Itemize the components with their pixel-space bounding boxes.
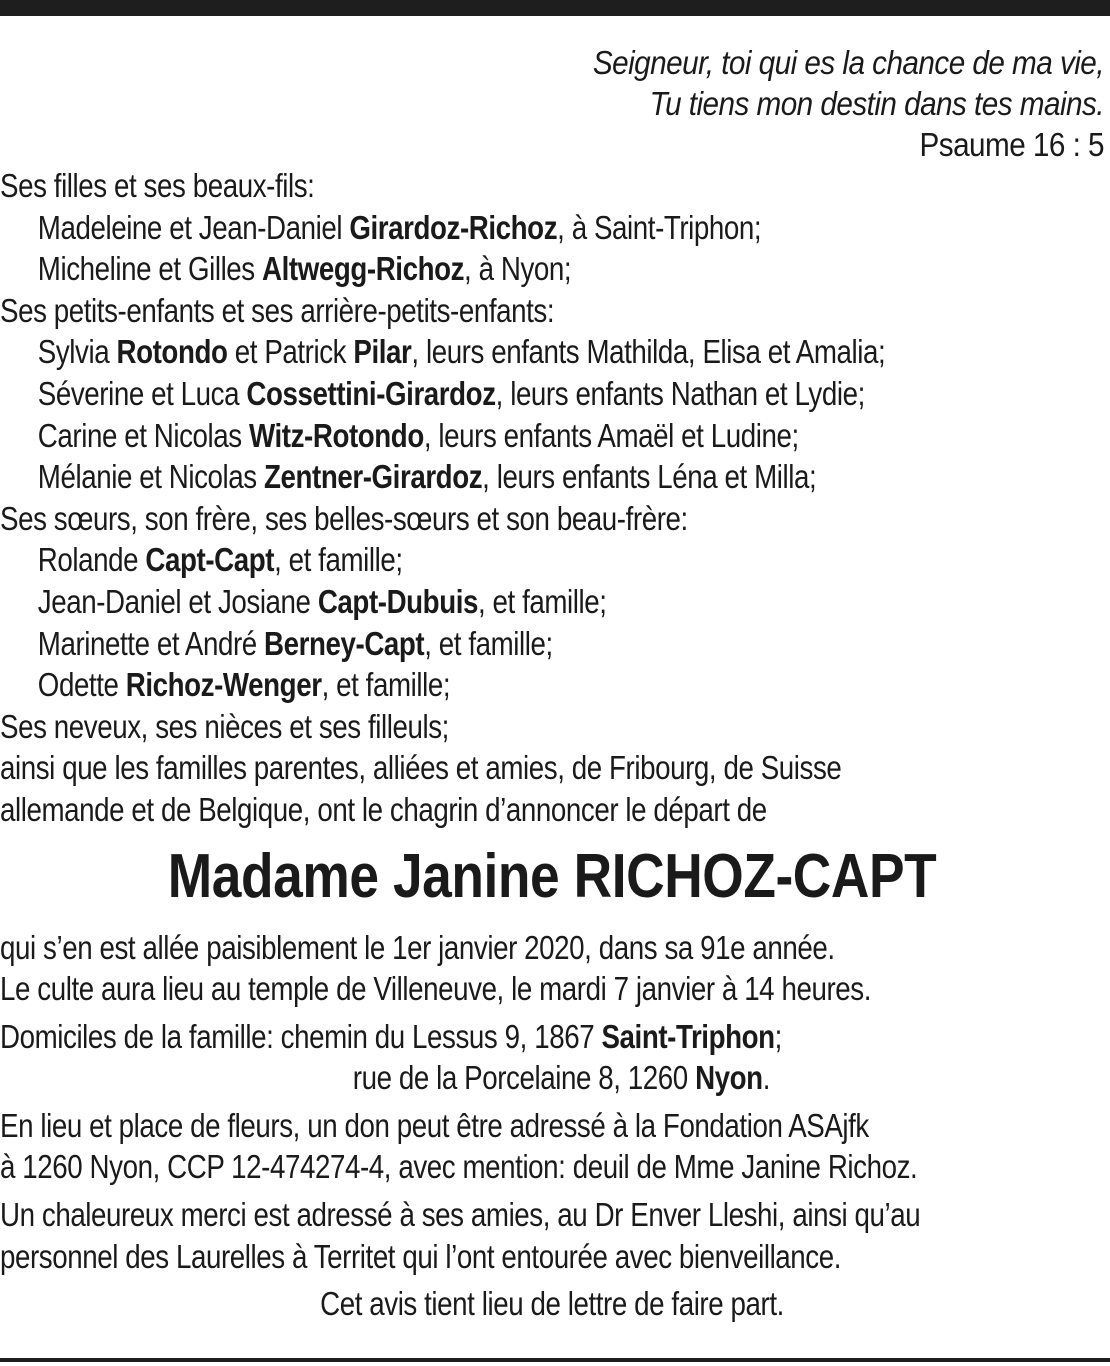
family-address-1: Domiciles de la famille: chemin du Lessus 9, 1867 Saint-Triphon; — [0, 1017, 782, 1055]
sibling-entry: Odette Richoz-Wenger, et famille; — [37, 666, 451, 704]
sibling-entry: Jean-Daniel et Josiane Capt-Dubuis, et famille; — [37, 582, 607, 620]
family-address-2: rue de la Porcelaine 8, 1260 Nyon. — [352, 1059, 770, 1097]
address-city: Saint-Triphon — [601, 1017, 775, 1055]
daughter-entry: Micheline et Gilles Altwegg-Richoz, à Nyon; — [37, 250, 572, 288]
family-surname: Witz-Rotondo — [249, 416, 424, 454]
family-surname: Capt-Dubuis — [317, 582, 478, 620]
donation-line-2: à 1260 Nyon, CCP 12-474274-4, avec mention: deuil de Mme Janine Richoz. — [0, 1148, 918, 1186]
daughter-entry: Madeleine et Jean-Daniel Girardoz-Richoz, à Saint-Triphon; — [37, 208, 762, 246]
bottom-border-rule — [0, 1358, 1110, 1362]
address-city: Nyon — [695, 1059, 763, 1097]
top-border-rule — [0, 0, 1110, 16]
deceased-name: Madame Janine RICHOZ-CAPT — [167, 841, 937, 911]
family-surname: Richoz-Wenger — [125, 666, 322, 704]
donation-line-1: En lieu et place de fleurs, un don peut être adressé à la Fondation ASAjfk — [0, 1106, 869, 1144]
thanks-line-2: personnel des Laurelles à Territet qui l’ont entourée avec bienveillance. — [0, 1237, 842, 1275]
grandchild-entry: Séverine et Luca Cossettini-Girardoz, leurs enfants Nathan et Lydie; — [37, 374, 865, 412]
epigraph-line-1: Seigneur, toi qui es la chance de ma vie, — [592, 44, 1104, 81]
family-surname: Cossettini-Girardoz — [246, 374, 496, 412]
death-notice: qui s’en est allée paisiblement le 1er janvier 2020, dans sa 91e année. — [0, 928, 835, 966]
family-surname: Girardoz-Richoz — [349, 208, 558, 246]
service-notice: Le culte aura lieu au temple de Villeneuve, le mardi 7 janvier à 14 heures. — [0, 970, 871, 1008]
family-surname: Altwegg-Richoz — [262, 250, 465, 288]
family-surname: Zentner-Girardoz — [264, 458, 483, 496]
closing-line: Cet avis tient lieu de lettre de faire part. — [320, 1285, 784, 1323]
family-surname: Berney-Capt — [264, 624, 425, 662]
family-surname: Pilar — [353, 333, 412, 371]
siblings-heading: Ses sœurs, son frère, ses belles-sœurs et son beau-frère: — [0, 499, 688, 537]
families-line-1: ainsi que les familles parentes, alliées et amies, de Fribourg, de Suisse — [0, 749, 842, 787]
obituary-notice — [0, 42, 1104, 1325]
families-line-2: allemande et de Belgique, ont le chagrin d’annoncer le départ de — [0, 790, 767, 828]
epigraph-line-2: Tu tiens mon destin dans tes mains. — [649, 85, 1104, 122]
sibling-entry: Marinette et André Berney-Capt, et famille; — [37, 624, 553, 662]
nephews-line: Ses neveux, ses nièces et ses filleuls; — [0, 707, 449, 745]
family-surname: Rotondo — [116, 333, 228, 371]
epigraph-reference: Psaume 16 : 5 — [919, 126, 1104, 163]
sibling-entry: Rolande Capt-Capt, et famille; — [37, 541, 403, 579]
grandchild-entry: Sylvia Rotondo et Patrick Pilar, leurs enfants Mathilda, Elisa et Amalia; — [37, 333, 886, 371]
grandchildren-heading: Ses petits-enfants et ses arrière-petits-enfants: — [0, 291, 555, 329]
family-surname: Capt-Capt — [145, 541, 275, 579]
grandchild-entry: Mélanie et Nicolas Zentner-Girardoz, leurs enfants Léna et Milla; — [37, 458, 817, 496]
epigraph — [0, 42, 1104, 165]
thanks-line-1: Un chaleureux merci est adressé à ses amies, au Dr Enver Lleshi, ainsi qu’au — [0, 1196, 921, 1234]
daughters-heading: Ses filles et ses beaux-fils: — [0, 167, 315, 204]
grandchild-entry: Carine et Nicolas Witz-Rotondo, leurs enfants Amaël et Ludine; — [37, 416, 799, 454]
